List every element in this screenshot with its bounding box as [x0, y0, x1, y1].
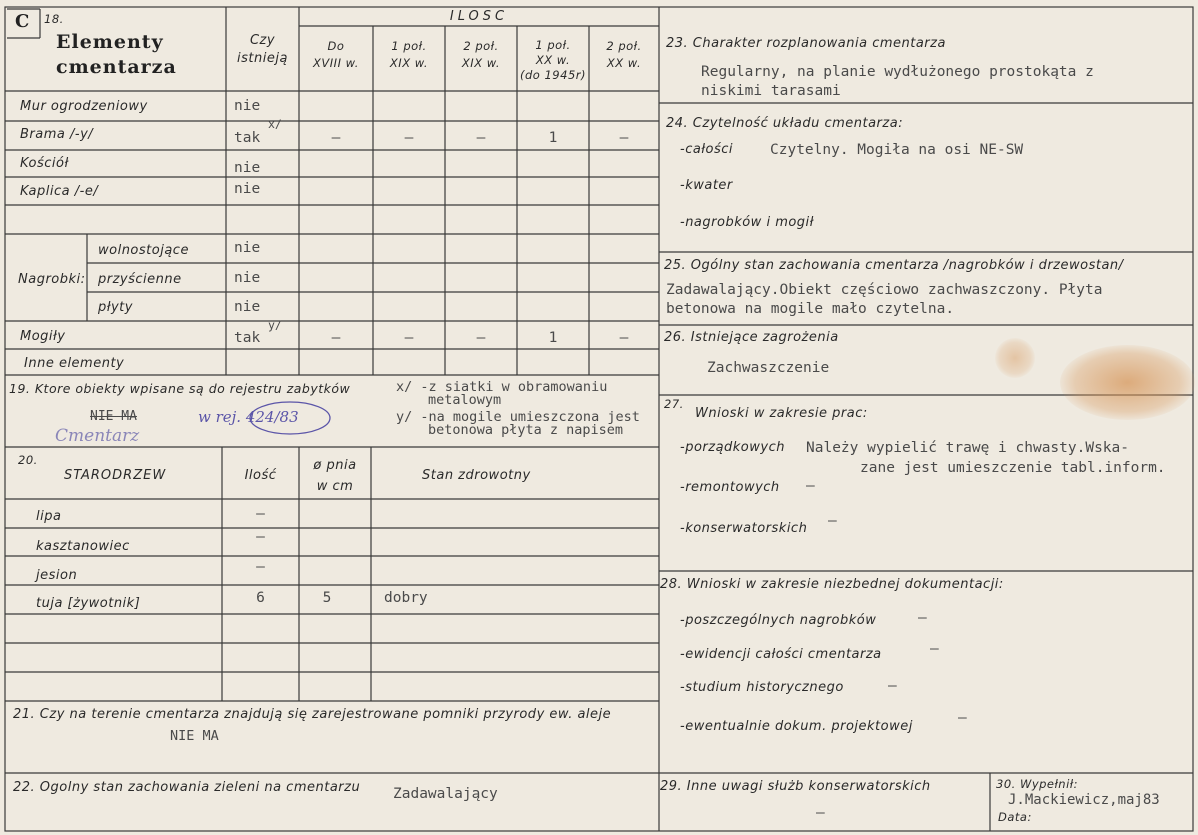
readability-label: 24. Czytelność układu cmentarza: [666, 116, 904, 131]
row-label: Kaplica /-e/ [20, 184, 99, 199]
col-header: ø pnia [313, 458, 357, 473]
row-label: wolnostojące [98, 243, 189, 258]
qty-col [589, 38, 659, 73]
qty-col [299, 38, 373, 73]
row-label: Brama /-y/ [20, 127, 94, 142]
col-exists-line2: istnieją [237, 51, 288, 67]
readability-item: -całości [680, 142, 734, 157]
tree-name: kasztanowiec [36, 539, 130, 554]
registry-answer: NIE MA [90, 409, 137, 424]
qty-value: – [619, 330, 629, 346]
documentation-label: 28. Wnioski w zakresie niezbednej dokumentacji: [660, 577, 1004, 592]
greenery-answer: Zadawalający [393, 786, 498, 802]
readability-answer: Czytelny. Mogiła na osi NE-SW [770, 142, 1024, 158]
qty-col [373, 38, 445, 73]
section-title-line2: cmentarza [56, 56, 177, 78]
tree-qty: 6 [256, 590, 265, 606]
row-label: Inne elementy [24, 356, 125, 371]
works-answer: – [828, 513, 837, 529]
tree-qty: – [256, 529, 265, 545]
footnote-x-cont: metalowym [428, 392, 502, 408]
threats-label: 26. Istniejące zagrożenia [664, 330, 839, 345]
tree-name: jesion [36, 568, 78, 583]
qty-col-line1: 2 poł. [463, 39, 499, 53]
tree-diameter: 5 [322, 590, 332, 606]
works-item: -konserwatorskich [680, 521, 808, 536]
col-header: Stan zdrowotny [422, 468, 531, 483]
documentation-answer: – [918, 610, 927, 626]
condition-label: 25. Ogólny stan zachowania cmentarza /nagrobków i drzewostan/ [664, 258, 1124, 273]
tree-state: dobry [384, 590, 428, 606]
works-item: -porządkowych [680, 440, 785, 455]
qty-col [517, 38, 589, 83]
works-answer: – [806, 478, 815, 494]
tree-name: lipa [36, 509, 62, 524]
handwritten-registry-number: w rej. 424/83 [198, 408, 299, 426]
col-header: Ilość [244, 468, 277, 483]
filled-by-answer: J.Mackiewicz,maj83 [1008, 792, 1160, 808]
documentation-item: -ewidencji całości cmentarza [680, 647, 882, 662]
qty-value: – [331, 330, 341, 346]
nature-monuments-answer: NIE MA [170, 728, 219, 744]
qty-col-line1: 1 poł. [391, 39, 427, 53]
section-number: 18. [44, 12, 64, 26]
col-exists-line1: Czy [249, 33, 276, 48]
qty-value: – [331, 130, 341, 146]
qty-value: 1 [548, 330, 558, 346]
qty-col-line2: XX w. [535, 52, 571, 67]
filled-by-label: 30. Wypełnił: [996, 777, 1078, 791]
documentation-item: -poszczególnych nagrobków [680, 613, 877, 628]
nagrobki-label: Nagrobki: [18, 272, 86, 287]
condition-answer: betonowa na mogile mało czytelna. [666, 301, 955, 317]
qty-col-line1: 2 poł. [606, 39, 642, 53]
stain [995, 338, 1035, 378]
documentation-answer: – [930, 641, 939, 657]
layout-character-label: 23. Charakter rozplanowania cmentarza [666, 36, 946, 51]
row-label: Mogiły [20, 329, 66, 344]
other-remarks-answer: – [816, 805, 825, 821]
nature-monuments-question: 21. Czy na terenie cmentarza znajdują się zarejestrowane pomniki przyrody ew. aleje [13, 707, 612, 722]
footnote-y-cont: betonowa płyta z napisem [428, 422, 624, 438]
qty-col-line2: XVIII w. [313, 56, 359, 71]
qty-value: – [619, 130, 629, 146]
qty-value: – [404, 130, 414, 146]
qty-header: ILOSC [449, 9, 509, 24]
footnote-mark: y/ [268, 318, 282, 332]
tree-qty: – [256, 559, 265, 575]
exists-value: tak [234, 330, 261, 346]
handwritten-cemetery: Cmentarz [55, 426, 140, 446]
section-title-line1: Elementy [56, 31, 164, 53]
footnote-y: y/ -na mogile umieszczona jest [396, 409, 640, 425]
documentation-answer: – [958, 710, 967, 726]
col-exists [226, 32, 299, 68]
row-label: płyty [98, 300, 133, 315]
row-label: przyścienne [98, 272, 182, 287]
works-answer: Należy wypielić trawę i chwasty.Wska- [806, 440, 1130, 456]
section-number: 20. [18, 453, 38, 467]
qty-col-line2: XIX w. [461, 56, 501, 71]
exists-value: nie [234, 299, 261, 315]
works-answer: zane jest umieszczenie tabl.inform. [860, 460, 1166, 476]
qty-col-line1: Do [327, 39, 345, 53]
row-label: Mur ogrodzeniowy [20, 99, 148, 114]
registry-question: 19. Ktore obiekty wpisane są do rejestru zabytków [9, 381, 351, 396]
stain [1060, 345, 1195, 420]
date-label: Data: [998, 810, 1032, 824]
works-label: Wnioski w zakresie prac: [695, 406, 868, 421]
footnote-mark: x/ [268, 117, 282, 131]
tree-qty: – [256, 506, 265, 522]
qty-col-line1: 1 poł. [535, 38, 571, 52]
footnote-x: x/ -z siatki w obramowaniu [396, 379, 608, 395]
qty-col-line2: XX w. [606, 56, 642, 71]
section-number: 27. [664, 397, 684, 411]
exists-value: nie [234, 240, 261, 256]
qty-col-line2: XIX w. [389, 56, 429, 71]
readability-item: -kwater [680, 178, 733, 193]
exists-value: nie [234, 181, 261, 197]
qty-value: – [404, 330, 414, 346]
qty-value: – [476, 130, 486, 146]
documentation-item: -studium historycznego [680, 680, 844, 695]
layout-character-answer: Regularny, na planie wydłużonego prostokąta z [701, 64, 1094, 80]
qty-col-line3: (do 1945r) [520, 67, 586, 82]
layout-character-answer: niskimi tarasami [701, 83, 841, 99]
documentation-item: -ewentualnie dokum. projektowej [680, 719, 913, 734]
readability-item: -nagrobków i mogił [680, 215, 814, 230]
other-remarks-label: 29. Inne uwagi służb konserwatorskich [660, 779, 931, 794]
threats-answer: Zachwaszczenie [707, 360, 830, 376]
greenery-question: 22. Ogolny stan zachowania zieleni na cmentarzu [13, 780, 361, 795]
exists-value: nie [234, 270, 261, 286]
exists-value: nie [234, 160, 261, 176]
row-label: Kościół [20, 156, 69, 171]
exists-value: nie [234, 98, 261, 114]
condition-answer: Zadawalający.Obiekt częściowo zachwaszczony. Płyta [666, 282, 1103, 298]
qty-value: – [476, 330, 486, 346]
qty-value: 1 [548, 130, 558, 146]
tree-name: tuja [żywotnik] [36, 596, 141, 611]
qty-col [445, 38, 517, 73]
col-header: STARODRZEW [64, 468, 167, 483]
works-item: -remontowych [680, 480, 780, 495]
col-header: w cm [316, 479, 354, 494]
corner-mark: C [15, 11, 31, 32]
documentation-answer: – [888, 678, 897, 694]
exists-value: tak [234, 130, 261, 146]
